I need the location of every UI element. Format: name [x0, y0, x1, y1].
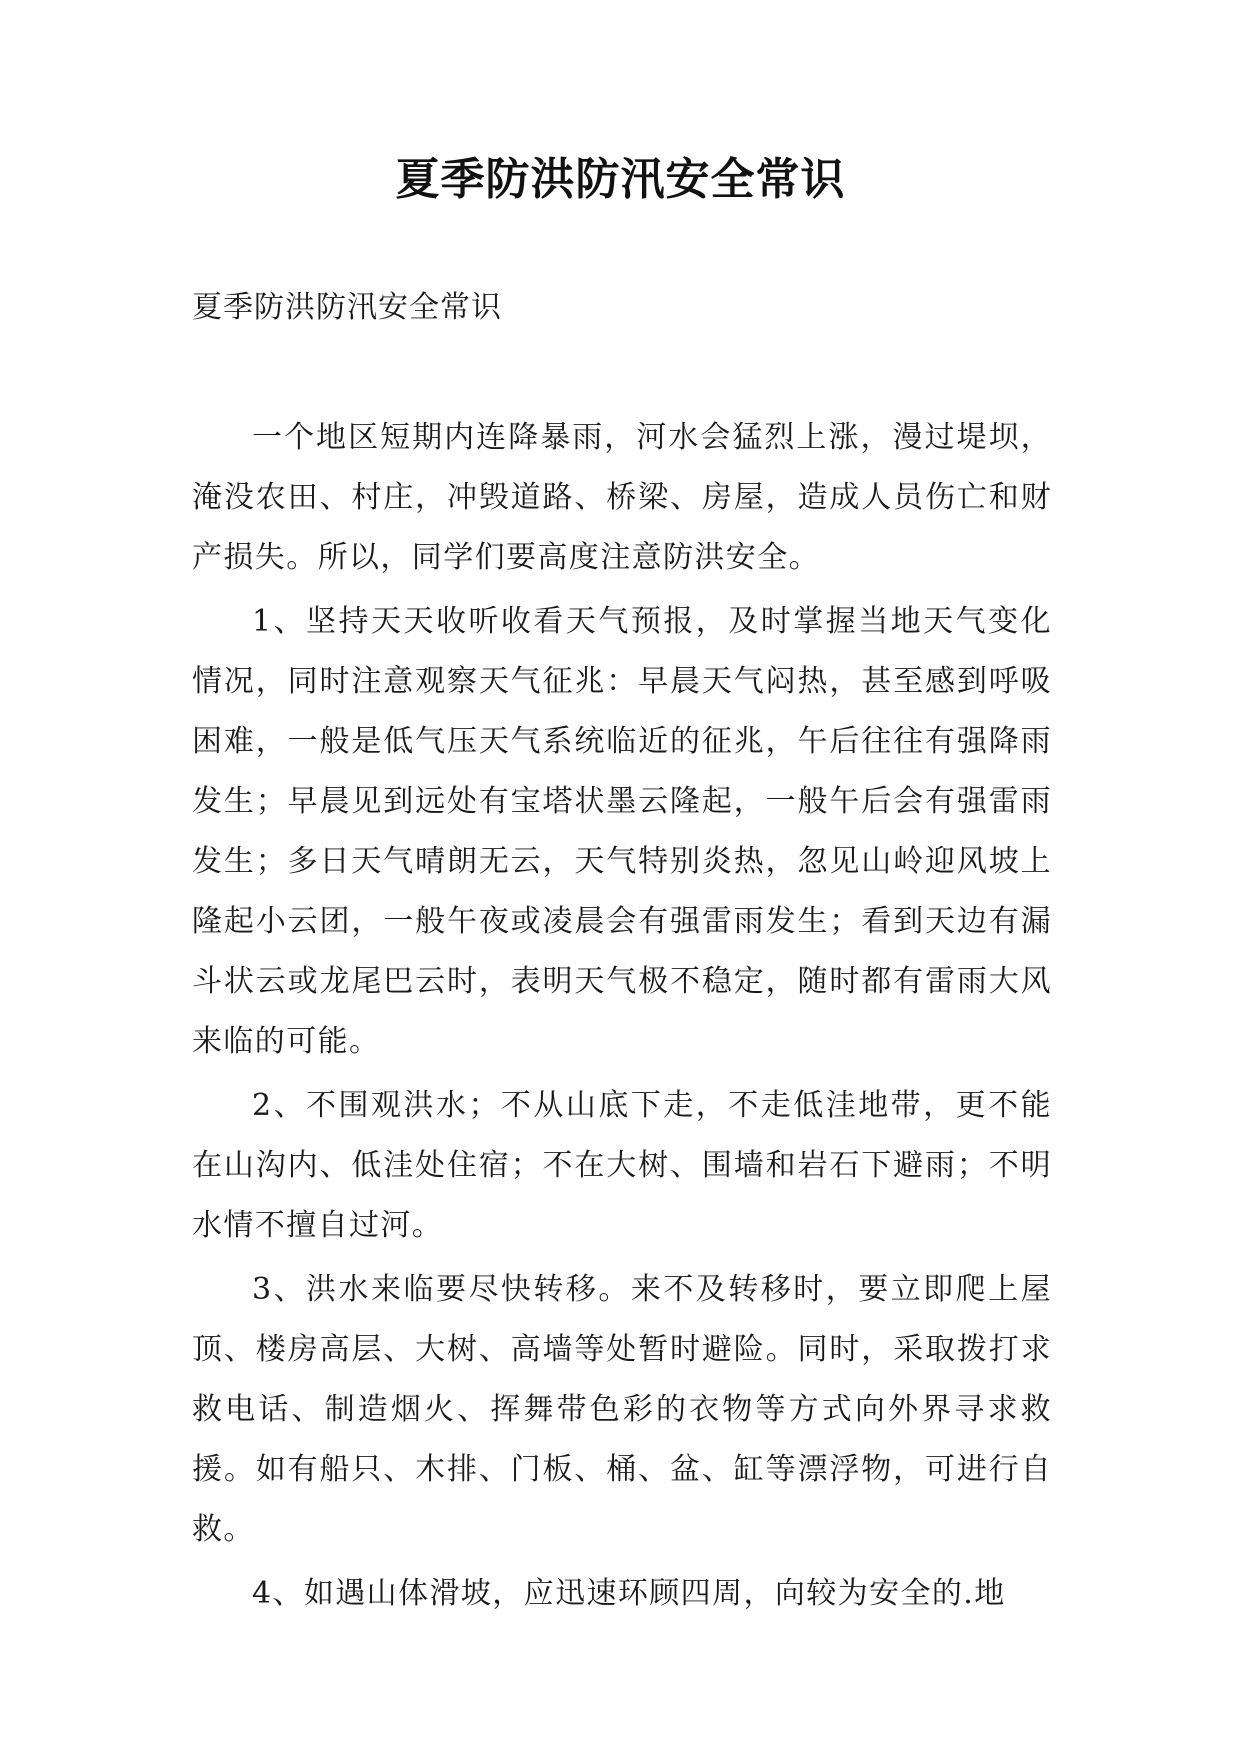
document-subtitle: 夏季防洪防汛安全常识 [192, 290, 502, 325]
paragraph-item-2: 2、不围观洪水；不从山底下走，不走低洼地带，更不能在山沟内、低洼处住宿；不在大树、围墙和岩石下避雨；不明水情不擅自过河。 [192, 1088, 1052, 1243]
paragraph-item-4: 4、如遇山体滑坡，应迅速环顾四周，向较为安全的.地 [252, 1576, 1006, 1611]
paragraph-intro: 一个地区短期内连降暴雨，河水会猛烈上涨，漫过堤坝，淹没农田、村庄，冲毁道路、桥梁、房屋，造成人员伤亡和财产损失。所以，同学们要高度注意防洪安全。 [192, 420, 1052, 575]
page-title: 夏季防洪防汛安全常识 [395, 154, 846, 205]
paragraph-item-3: 3、洪水来临要尽快转移。来不及转移时，要立即爬上屋顶、楼房高层、大树、高墙等处暂时避险。同时，采取拨打求救电话、制造烟火、挥舞带色彩的衣物等方式向外界寻求救援。如有船只、木排、门板、桶、盆、缸等漂浮物，可进行自救。 [192, 1272, 1052, 1547]
document-body [192, 408, 1052, 1628]
paragraph-item-1: 1、坚持天天收听收看天气预报，及时掌握当地天气变化情况，同时注意观察天气征兆：早晨天气闷热，甚至感到呼吸困难，一般是低气压天气系统临近的征兆，午后往往有强降雨发生；早晨见到远处有宝塔状墨云隆起，一般午后会有强雷雨发生；多日天气晴朗无云，天气特别炎热，忽见山岭迎风坡上隆起小云团，一般午夜或凌晨会有强雷雨发生；看到天边有漏斗状云或龙尾巴云时，表明天气极不稳定，随时都有雷雨大风来临的可能。 [192, 604, 1052, 1059]
